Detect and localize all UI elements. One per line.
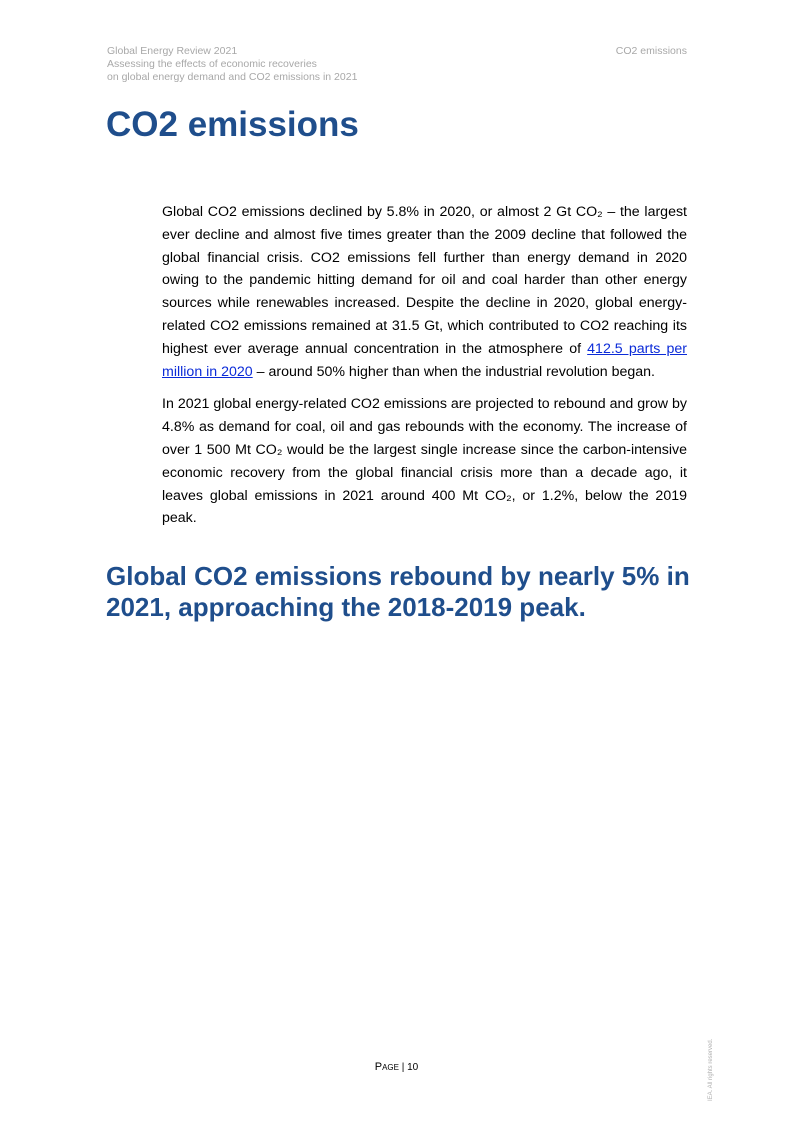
page-word: Page — [374, 1061, 399, 1073]
page-separator: | — [398, 1062, 408, 1073]
page-number-footer — [0, 1061, 793, 1073]
paragraph-1 — [162, 201, 687, 383]
concentration-link[interactable]: 412.5 parts per million in 2020 — [162, 340, 687, 380]
page-title: CO2 emissions — [106, 105, 359, 144]
section-heading: Global CO2 emissions rebound by nearly 5% in 2021, approaching the 2018-2019 peak. — [106, 561, 690, 622]
paragraph-2: In 2021 global energy-related CO2 emissions are projected to rebound and grow by 4.8% as demand for coal, oil and gas rebounds with the economy. The increase of over 1 500 Mt CO₂ would be the largest single increase since the carbon-intensive economic recovery from the global financial crisis more than a decade ago, it leaves global emissions in 2021 around 400 Mt CO₂, or 1.2%, below the 2019 peak. — [162, 396, 687, 527]
paragraph-1-text-before-link: Global CO2 emissions declined by 5.8% in 2020, or almost 2 Gt CO₂ – the largest ever decline and almost five times greater than the 2009 decline that followed the global financial crisis. CO2 emissions fell further than energy demand in 2020 owing to the pandemic hitting demand for oil and coal harder than other energy sources while renewables increased. Despite the decline in 2020, global energy-related CO2 emissions remained at 31.5 Gt, which contributed to CO2 reaching its highest ever average annual concentration in the atmosphere of — [162, 204, 687, 357]
header-line-report-title: Global Energy Review 2021 — [107, 45, 238, 57]
paragraph-1-text-after-link: – around 50% higher than when the industrial revolution began. — [252, 363, 655, 380]
copyright-notice: IEA. All rights reserved. — [708, 1038, 714, 1101]
body-text — [162, 201, 687, 540]
running-header-left — [107, 45, 357, 84]
header-line-subtitle-2: on global energy demand and CO2 emissions in 2021 — [107, 71, 358, 83]
page-number: 10 — [407, 1062, 419, 1073]
header-line-subtitle-1: Assessing the effects of economic recoveries — [107, 58, 317, 70]
running-header-right: CO2 emissions — [615, 45, 687, 57]
